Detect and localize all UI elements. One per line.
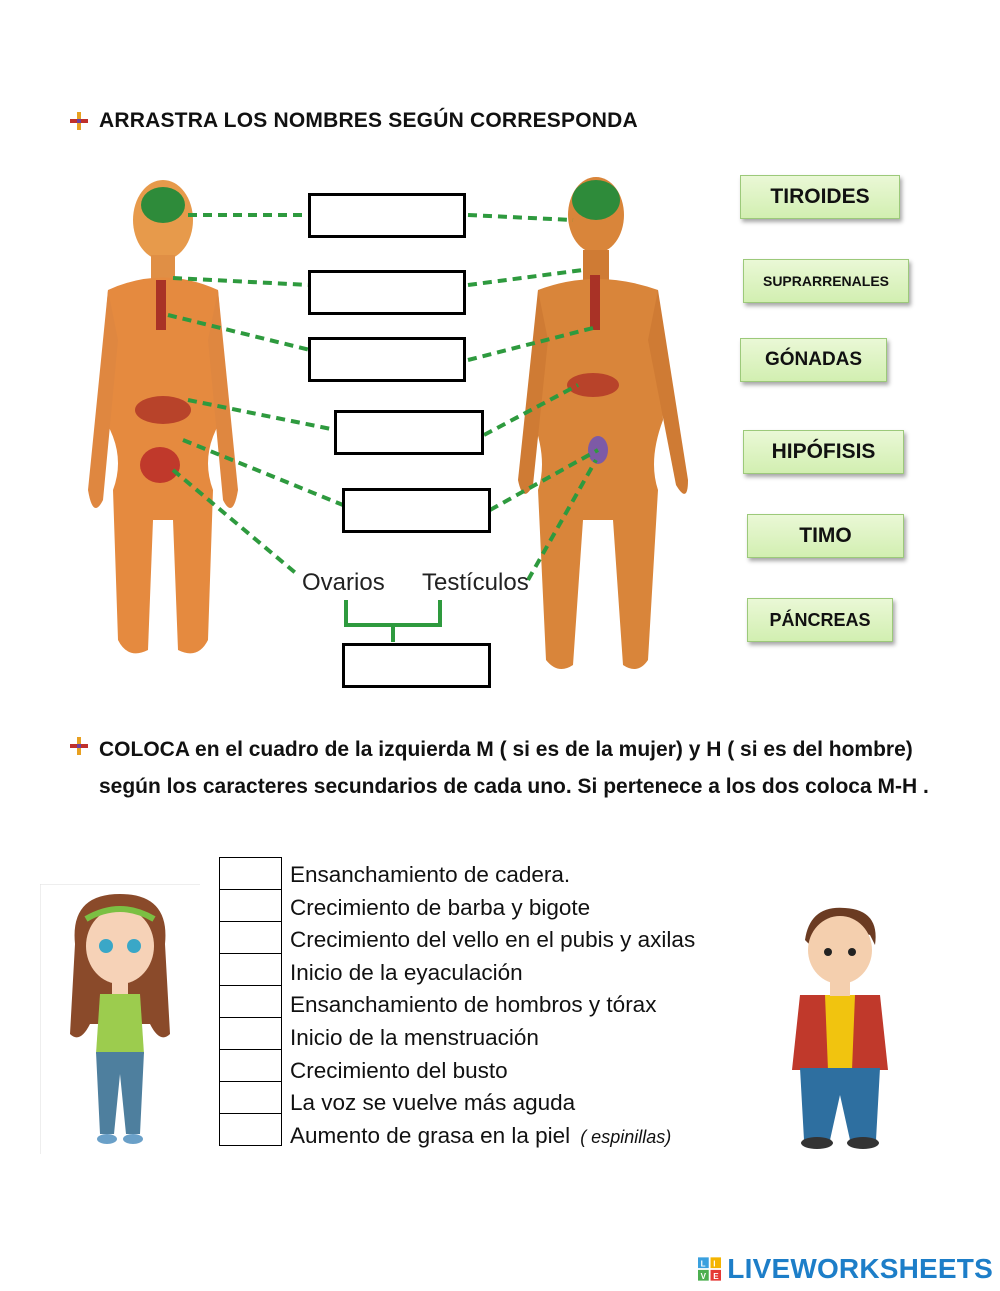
- logo-icon-letter: E: [713, 1271, 719, 1281]
- answer-box-1[interactable]: [219, 857, 282, 890]
- tile-timo[interactable]: TIMO: [747, 514, 904, 558]
- tile-gonadas[interactable]: GÓNADAS: [740, 338, 887, 382]
- list-item: Crecimiento de barba y bigote: [290, 894, 591, 920]
- drop-box-1[interactable]: [308, 193, 466, 238]
- drop-box-2[interactable]: [308, 270, 466, 315]
- logo-icon-letter: V: [700, 1271, 707, 1281]
- answer-box-7[interactable]: [219, 1049, 282, 1082]
- logo-icon-letter: L: [700, 1259, 706, 1269]
- list-item: Inicio de la eyaculación: [290, 959, 523, 985]
- tile-pancreas[interactable]: PÁNCREAS: [747, 598, 893, 642]
- drop-box-4[interactable]: [334, 410, 484, 455]
- drop-box-3[interactable]: [308, 337, 466, 382]
- logo-text: LIVEWORKSHEETS: [727, 1253, 993, 1284]
- list-item: La voz se vuelve más aguda: [290, 1090, 576, 1116]
- list-item: Ensanchamiento de cadera.: [290, 862, 571, 887]
- drop-box-6[interactable]: [342, 643, 491, 688]
- heading-drag-names: ARRASTRA LOS NOMBRES SEGÚN CORRESPONDA: [99, 109, 638, 132]
- bullet-cross-icon: [68, 110, 90, 132]
- drop-box-5[interactable]: [342, 488, 491, 533]
- liveworksheets-logo-icon: [698, 1256, 721, 1282]
- answer-boxes: [219, 858, 282, 1146]
- logo-icon-letter: I: [713, 1259, 716, 1269]
- list-item: Crecimiento del busto: [290, 1057, 508, 1083]
- label-ovarios: Ovarios: [302, 569, 385, 596]
- answer-box-5[interactable]: [219, 985, 282, 1018]
- list-item-note: ( espinillas): [580, 1126, 672, 1147]
- answer-box-9[interactable]: [219, 1113, 282, 1146]
- answer-box-2[interactable]: [219, 889, 282, 922]
- tile-suprarrenales[interactable]: SUPRARRENALES: [743, 259, 909, 303]
- label-testiculos: Testículos: [422, 569, 529, 596]
- answer-box-6[interactable]: [219, 1017, 282, 1050]
- male-body-figure: [518, 177, 688, 669]
- girl-illustration: [40, 884, 200, 1154]
- list-item: Inicio de la menstruación: [290, 1024, 539, 1050]
- tile-tiroides[interactable]: TIROIDES: [740, 175, 900, 219]
- list-item: Ensanchamiento de hombros y tórax: [290, 992, 657, 1018]
- bullet-cross-icon: [68, 735, 90, 757]
- female-body-figure: [88, 180, 238, 653]
- heading-place-letters: COLOCA en el cuadro de la izquierda M ( si es de la mujer) y H ( si es del hombre) según los caracteres secundarios de cada uno. Si pertenece a los dos coloca M-H .: [99, 738, 929, 798]
- characteristics-list: [290, 859, 695, 1152]
- boy-illustration: [770, 900, 910, 1152]
- answer-box-8[interactable]: [219, 1081, 282, 1114]
- tile-hipofisis[interactable]: HIPÓFISIS: [743, 430, 904, 474]
- liveworksheets-logo: [698, 1252, 993, 1286]
- list-item: Crecimiento del vello en el pubis y axilas: [290, 927, 696, 953]
- list-item-text: Aumento de grasa en la piel: [290, 1122, 571, 1148]
- answer-box-3[interactable]: [219, 921, 282, 954]
- list-item: [290, 1120, 695, 1153]
- answer-box-4[interactable]: [219, 953, 282, 986]
